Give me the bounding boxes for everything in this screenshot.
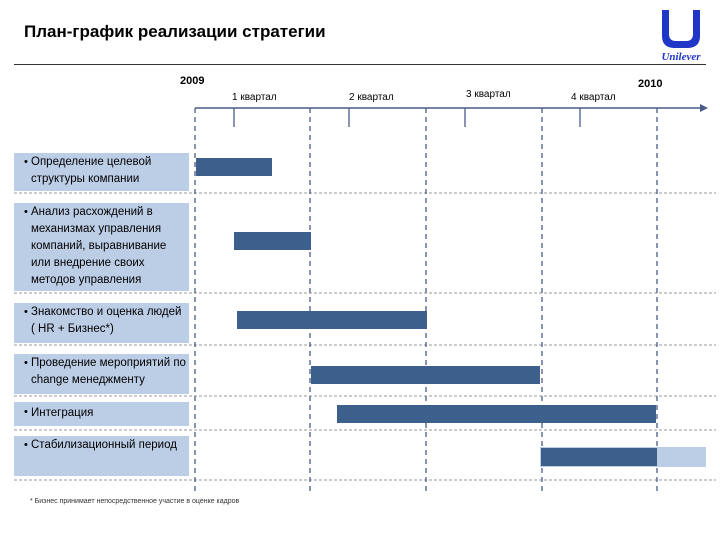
- task-row-people-assessment: [14, 303, 189, 343]
- gantt-bar-stabilization: [541, 448, 657, 466]
- task-row-change-management: [14, 354, 189, 394]
- svg-text:Unilever: Unilever: [661, 51, 701, 63]
- year-2009-label: 2009: [180, 75, 205, 87]
- bullet: •: [24, 406, 28, 418]
- quarter-4-label: 4 квартал: [571, 92, 616, 103]
- quarter-3-label: 3 квартал: [466, 89, 511, 100]
- task-label: Стабилизационный период: [31, 439, 177, 451]
- gantt-bar-integration: [337, 405, 656, 423]
- year-2010-label: 2010: [638, 78, 663, 90]
- task-label: Интеграция: [31, 407, 94, 419]
- task-label: Знакомство и оценка людей ( HR + Бизнес*): [31, 306, 182, 335]
- gantt-bar-change-management: [311, 366, 540, 384]
- footnote: * Бизнес принимает непосредственное участие в оценке кадров: [30, 498, 240, 505]
- page-title: План-график реализации стратегии: [24, 22, 326, 41]
- task-row-gap-analysis: [14, 203, 189, 291]
- bullet: •: [24, 206, 28, 218]
- gantt-bar-people-assessment: [237, 311, 427, 329]
- quarter-2-label: 2 квартал: [349, 92, 394, 103]
- task-label: Проведение мероприятий по change менеджменту: [31, 357, 186, 386]
- task-row-stabilization: [14, 436, 189, 476]
- task-row-target-structure: [14, 153, 189, 191]
- bullet: •: [24, 306, 28, 318]
- bullet: •: [24, 357, 28, 369]
- task-label: Определение целевой структуры компании: [31, 156, 152, 185]
- bullet: •: [24, 439, 28, 451]
- task-label: Анализ расхождений в механизмах управления компаний, выравнивание или внедрение своих методов управления: [31, 206, 167, 286]
- gantt-bar-target-structure: [196, 158, 272, 176]
- bullet: •: [24, 156, 28, 168]
- gantt-bar-gap-analysis: [234, 232, 311, 250]
- task-row-integration: [14, 402, 189, 426]
- quarter-1-label: 1 квартал: [232, 92, 277, 103]
